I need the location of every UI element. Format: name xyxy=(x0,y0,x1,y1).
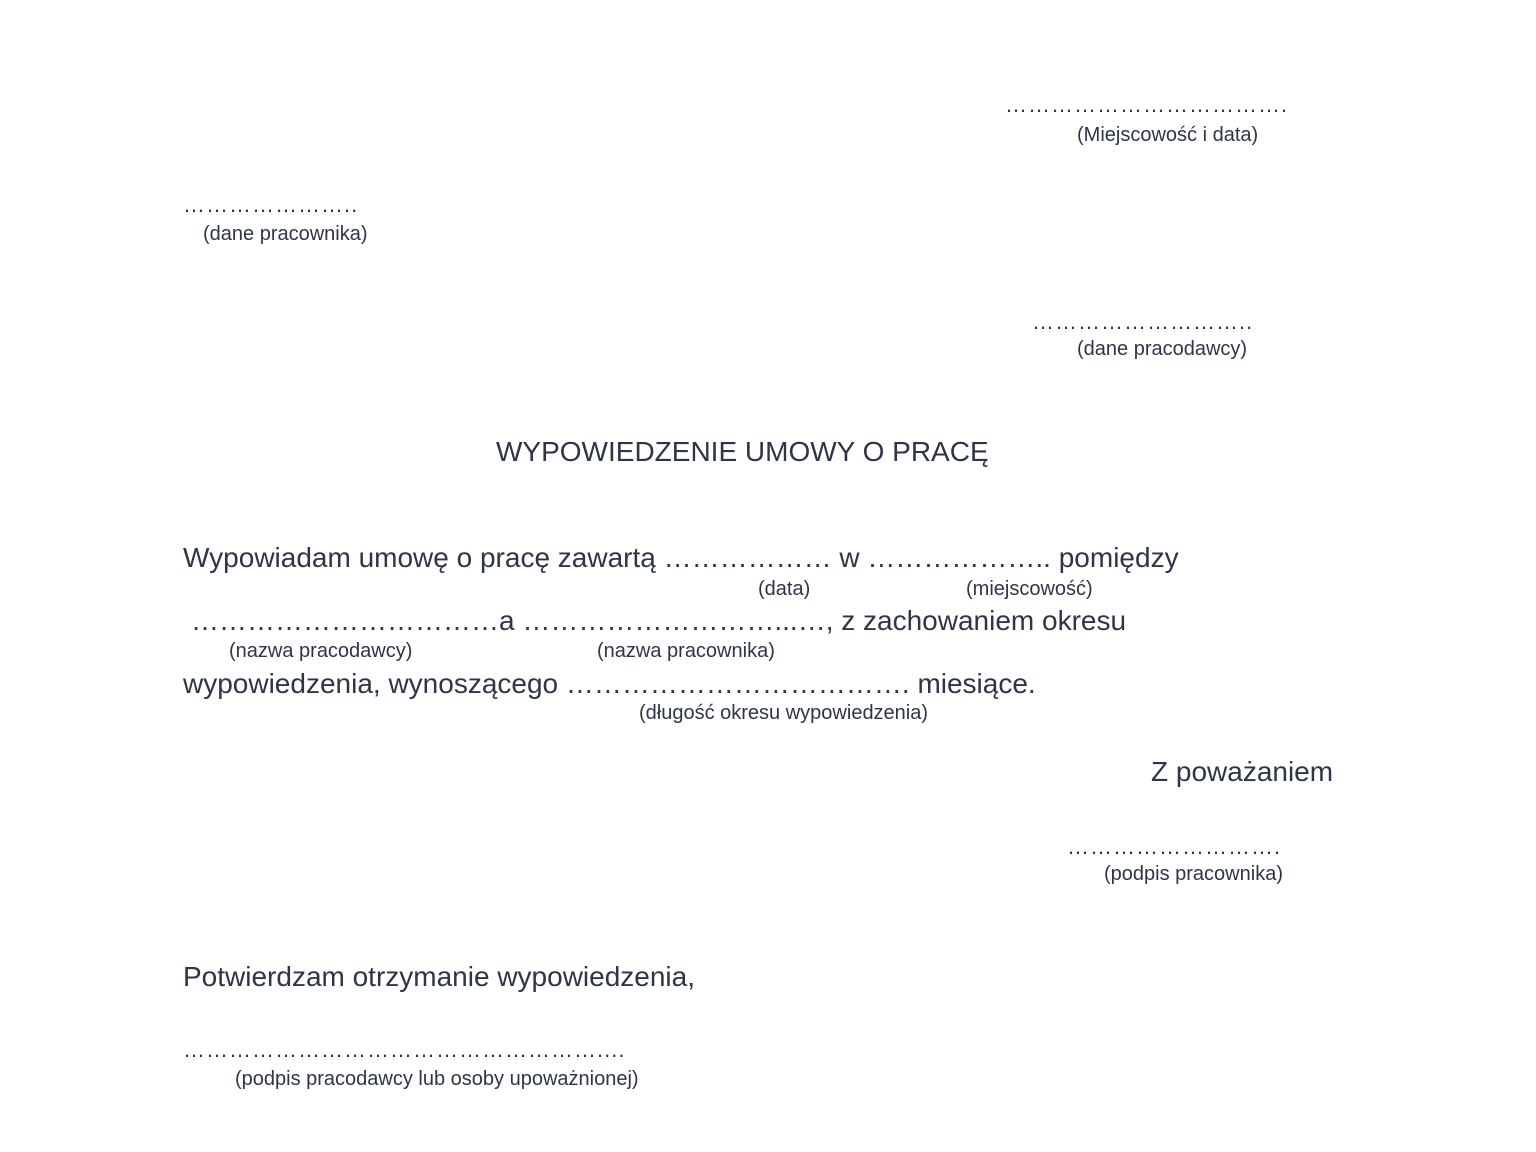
place-date-dots: ………………………………. xyxy=(1005,92,1289,117)
body-line-1: Wypowiadam umowę o pracę zawartą ……………… w ……………….. pomiędzy xyxy=(183,542,1179,573)
body-line-2: ……………………………a ………………………...…, z zachowaniem okresu xyxy=(191,605,1127,636)
closing-regards: Z poważaniem xyxy=(1151,756,1334,787)
confirmation-text: Potwierdzam otrzymanie wypowiedzenia, xyxy=(183,961,695,992)
caption-date: (data) xyxy=(758,578,811,600)
caption-place: (miejscowość) xyxy=(966,578,1093,600)
body-line-3: wypowiedzenia, wynoszącego ………………………………. miesiące. xyxy=(183,668,1036,699)
employer-data-dots: ……………………….. xyxy=(1032,309,1254,334)
caption-employer-name: (nazwa pracodawcy) xyxy=(229,640,413,662)
document-title: WYPOWIEDZENIE UMOWY O PRACĘ xyxy=(496,436,989,467)
caption-employee-name: (nazwa pracownika) xyxy=(597,640,775,662)
employee-signature-dots: ………………………. xyxy=(1067,834,1282,859)
place-date-caption: (Miejscowość i data) xyxy=(1077,124,1259,146)
employee-signature-caption: (podpis pracownika) xyxy=(1104,863,1283,885)
employer-signature-dots: ……………………………………………….... xyxy=(183,1037,626,1062)
caption-notice-length: (długość okresu wypowiedzenia) xyxy=(639,702,929,724)
employee-data-dots: ………………….. xyxy=(183,192,359,217)
employer-data-caption: (dane pracodawcy) xyxy=(1077,338,1248,360)
employee-data-caption: (dane pracownika) xyxy=(203,223,368,245)
employer-signature-caption: (podpis pracodawcy lub osoby upoważnionej) xyxy=(235,1068,639,1090)
